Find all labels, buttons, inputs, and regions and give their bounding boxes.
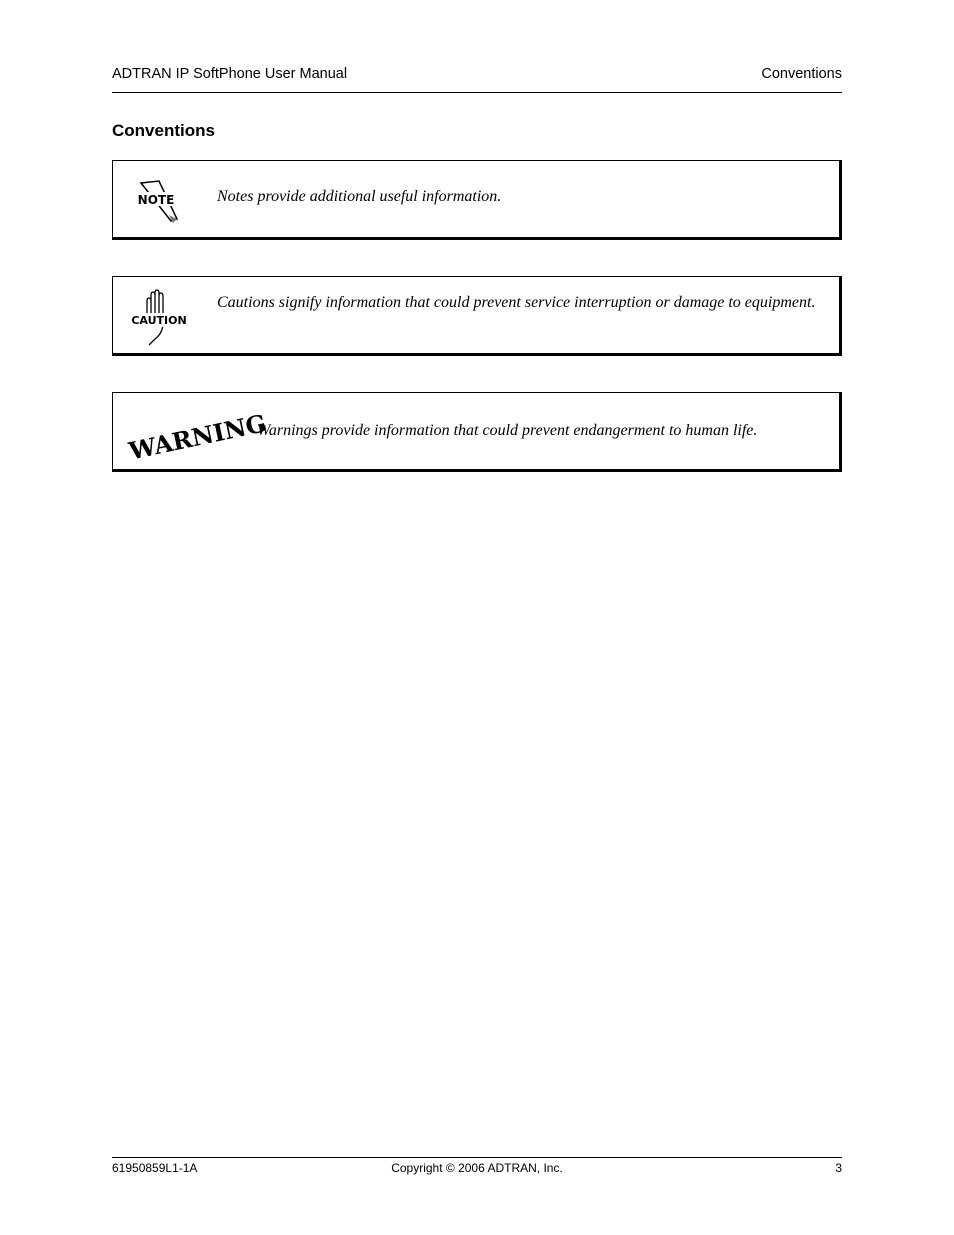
warning-box	[112, 392, 842, 472]
header-manual-title: ADTRAN IP SoftPhone User Manual	[112, 66, 348, 82]
note-icon	[137, 179, 181, 228]
caution-text: Cautions signify information that could prevent service interruption or damage to equipment.	[217, 294, 816, 311]
caution-box	[112, 276, 842, 356]
footer-page-number: 3	[835, 1161, 842, 1175]
svg-text:WARNING: WARNING	[126, 408, 269, 466]
page-footer	[112, 1157, 842, 1178]
svg-text:CAUTION: CAUTION	[131, 314, 187, 327]
warning-stamp-icon	[125, 408, 269, 466]
footer-doc-number: 61950859L1-1A	[112, 1161, 198, 1175]
footer-copyright: Copyright © 2006 ADTRAN, Inc.	[391, 1161, 563, 1175]
warning-text: Warnings provide information that could prevent endangerment to human life.	[257, 422, 758, 439]
section-title: Conventions	[112, 121, 215, 140]
note-text: Notes provide additional useful information.	[217, 188, 502, 205]
header-section-name: Conventions	[761, 66, 842, 82]
caution-hand-icon	[133, 289, 185, 350]
svg-text:NOTE: NOTE	[137, 193, 175, 207]
page-header	[112, 64, 842, 93]
note-box	[112, 160, 842, 240]
